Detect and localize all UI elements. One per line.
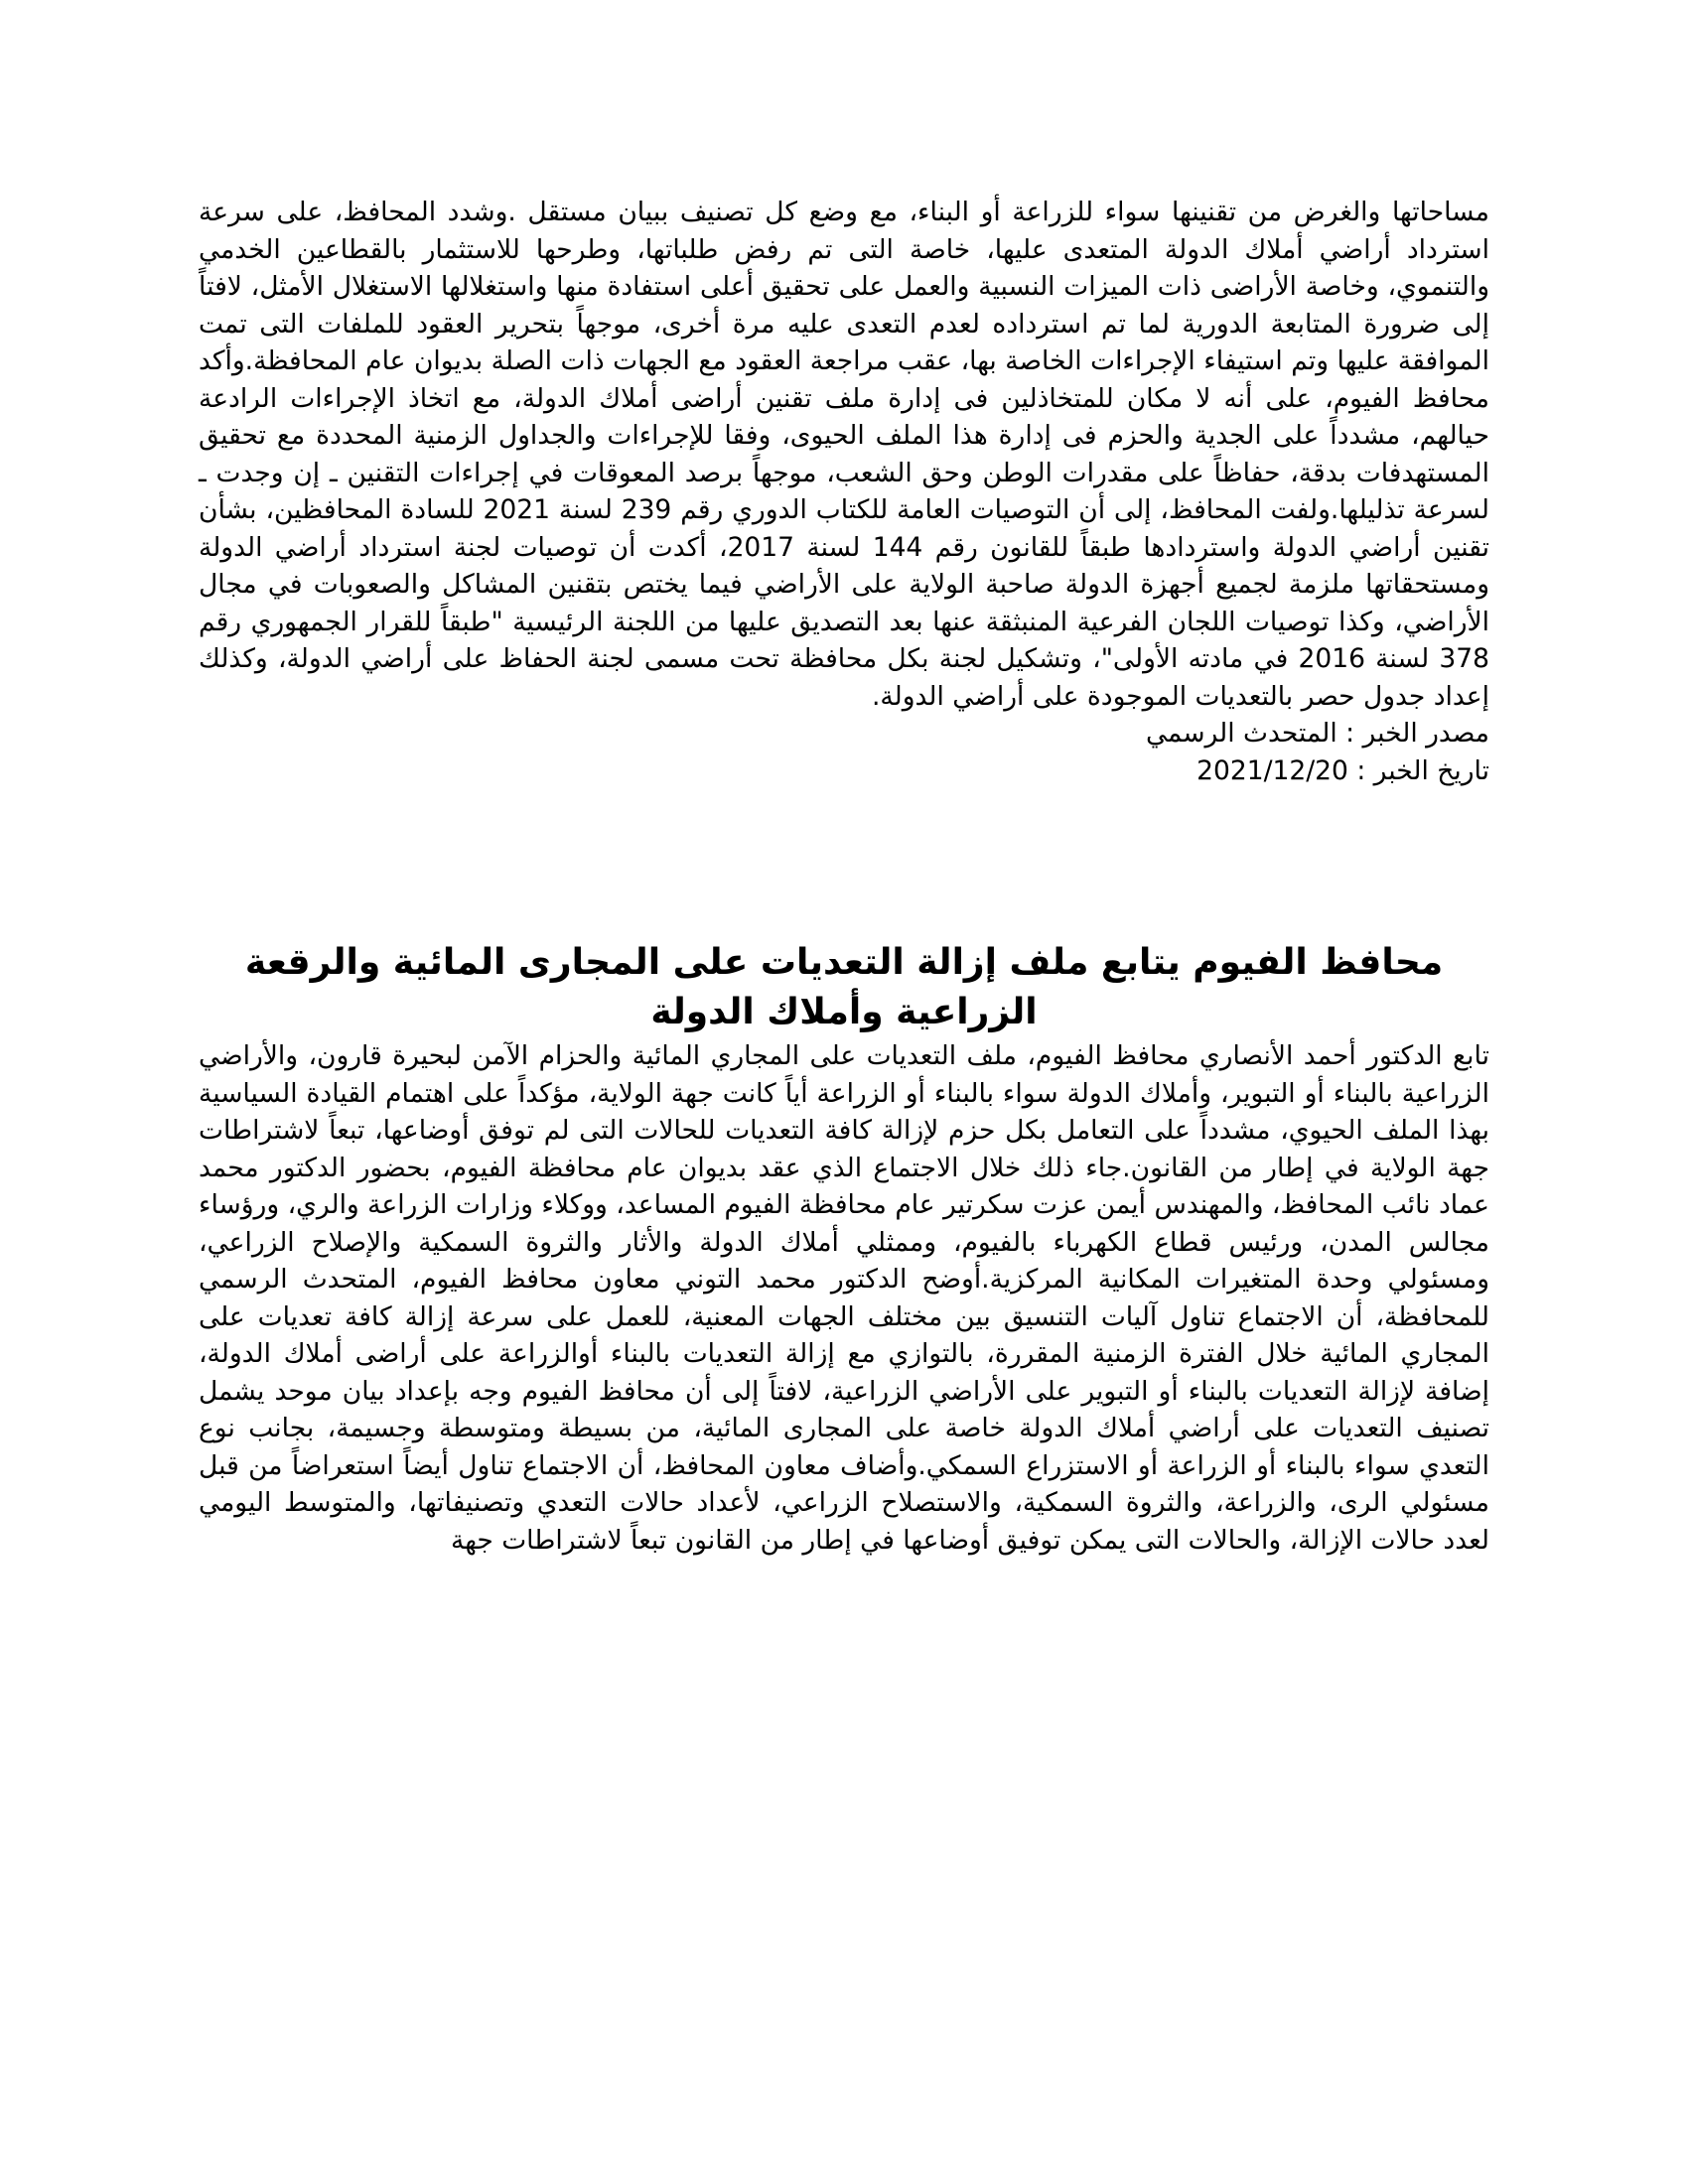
article1-body: مساحاتها والغرض من تقنينها سواء للزراعة أو البناء، مع وضع كل تصنيف ببيان مستقل .وشدد المحافظ، على سرعة استرداد أراضي أملاك الدولة المتعدى عليها، خاصة التى تم رفض طلباتها، وطرحها للاستثمار بالقطاعين الخدمي والتنموي، وخاصة الأراضى ذات الميزات النسبية والعمل على تحقيق أعلى استفادة منها واستغلالها الاستغلال الأمثل، لافتاً إلى ضرورة المتابعة الدورية لما تم استرداده لعدم التعدى عليه مرة أخرى، موجهاً بتحرير العقود للملفات التى تمت الموافقة عليها وتم استيفاء الإجراءات الخاصة بها، عقب مراجعة العقود مع الجهات ذات الصلة بديوان عام المحافظة.وأكد محافظ الفيوم، على أنه لا مكان للمتخاذلين فى إدارة ملف تقنين أراضى أملاك الدولة، مع اتخاذ الإجراءات الرادعة حيالهم، مشدداً على الجدية والحزم فى إدارة هذا الملف الحيوى، وفقا للإجراءات والجداول الزمنية المحددة مع تحقيق المستهدفات بدقة، حفاظاً على مقدرات الوطن وحق الشعب، موجهاً برصد المعوقات في إجراءات التقنين ـ إن وجدت ـ لسرعة تذليلها.ولفت المحافظ، إلى أن التوصيات العامة للكتاب الدوري رقم 239 لسنة 2021 للسادة المحافظين، بشأن تقنين أراضي الدولة واستردادها طبقاً للقانون رقم 144 لسنة 2017، أكدت أن توصيات لجنة استرداد أراضي الدولة ومستحقاتها ملزمة لجميع أجهزة الدولة صاحبة الولاية على الأراضي فيما يختص بتقنين المشاكل والصعوبات في مجال الأراضي، وكذا توصيات اللجان الفرعية المنبثقة عنها بعد التصديق عليها من اللجنة الرئيسية "طبقاً للقرار الجمهوري رقم 378 لسنة 2016 في مادته الأولى"، وتشكيل لجنة بكل محافظة تحت مسمى لجنة الحفاظ على أراضي الدولة، وكذلك إعداد جدول حصر بالتعديات الموجودة على أراضي الدولة. — [199, 197, 1489, 712]
news-source: مصدر الخبر : المتحدث الرسمي — [1145, 718, 1489, 749]
news-date: تاريخ الخبر : 2021/12/20 — [1196, 754, 1489, 786]
document-page — [199, 194, 1489, 1559]
section-spacer — [199, 789, 1489, 938]
article2-body: تابع الدكتور أحمد الأنصاري محافظ الفيوم، ملف التعديات على المجاري المائية والحزام الآمن لبحيرة قارون، والأراضي الزراعية بالبناء أو التبوير، وأملاك الدولة سواء بالبناء أو الزراعة أياً كانت جهة الولاية، مؤكداً على اهتمام القيادة السياسية بهذا الملف الحيوي، مشدداً على التعامل بكل حزم لإزالة كافة التعديات للحالات التى لم توفق أوضاعها، تبعاً لاشتراطات جهة الولاية في إطار من القانون.جاء ذلك خلال الاجتماع الذي عقد بديوان عام محافظة الفيوم، بحضور الدكتور محمد عماد نائب المحافظ، والمهندس أيمن عزت سكرتير عام محافظة الفيوم المساعد، ووكلاء وزارات الزراعة والري، ورؤساء مجالس المدن، ورئيس قطاع الكهرباء بالفيوم، وممثلي أملاك الدولة والأثار والثروة السمكية والإصلاح الزراعي، ومسئولي وحدة المتغيرات المكانية المركزية.أوضح الدكتور محمد التوني معاون محافظ الفيوم، المتحدث الرسمي للمحافظة، أن الاجتماع تناول آليات التنسيق بين مختلف الجهات المعنية، للعمل على سرعة إزالة كافة تعديات على المجاري المائية خلال الفترة الزمنية المقررة، بالتوازي مع إزالة التعديات بالبناء أوالزراعة على أراضى أملاك الدولة، إضافة لإزالة التعديات بالبناء أو التبوير على الأراضي الزراعية، لافتاً إلى أن محافظ الفيوم وجه بإعداد بيان موحد يشمل تصنيف التعديات على أراضي أملاك الدولة خاصة على المجارى المائية، من بسيطة ومتوسطة وجسيمة، بجانب نوع التعدي سواء بالبناء أو الزراعة أو الاستزراع السمكي.وأضاف معاون المحافظ، أن الاجتماع تناول أيضاً استعراضاً من قبل مسئولي الرى، والزراعة، والثروة السمكية، والاستصلاح الزراعي، لأعداد حالات التعدي وتصنيفاتها، والمتوسط اليومي لعدد حالات الإزالة، والحالات التى يمكن توفيق أوضاعها في إطار من القانون تبعاً لاشتراطات جهة — [199, 1040, 1489, 1556]
article2-title: محافظ الفيوم يتابع ملف إزالة التعديات على المجارى المائية والرقعة الزراعية وأملاك الدولة — [244, 942, 1444, 1032]
